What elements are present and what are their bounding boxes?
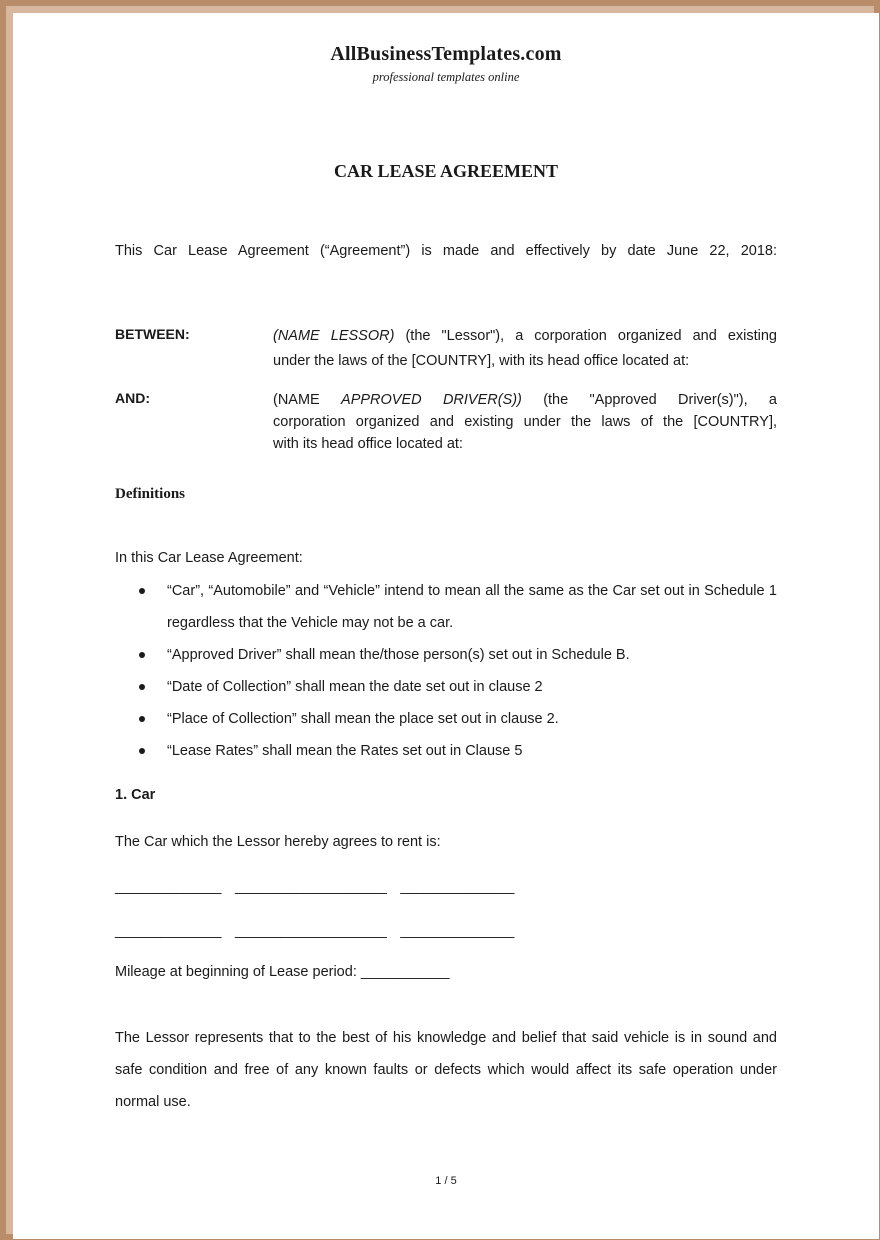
page-indicator: 1 / 5 [435,1175,457,1187]
lessor-name-placeholder: (NAME LESSOR) [273,328,395,344]
lessor-line-1-text: (the "Lessor"), a corporation organized and existing [405,328,777,344]
definitions-heading: Definitions [115,486,186,502]
lessor-line-2: under the laws of the [COUNTRY], with its head office located at: [273,353,690,369]
definition-text: “Place of Collection” shall mean the place set out in clause 2. [167,711,559,727]
between-label: BETWEEN: [115,326,190,342]
driver-line-2: corporation organized and existing under the laws of the [COUNTRY], [273,414,777,430]
bullet-icon [139,588,145,594]
definitions-list [115,575,777,767]
definition-text: “Lease Rates” shall mean the Rates set out in Clause 5 [167,743,523,759]
car-details-blank-line-1: ______________ ____________________ _______________ [115,879,514,895]
driver-line-1 [273,389,777,411]
lessor-representation-paragraph: The Lessor represents that to the best of his knowledge and belief that said vehicle is in sound and safe condition and free of any known faults or defects which would affect its safe operation under normal use. [115,1030,777,1110]
driver-name-prefix: (NAME [273,392,320,408]
driver-line-1-text: (the "Approved Driver(s)"), a [543,392,777,408]
bullet-icon [139,748,145,754]
list-item [115,735,777,767]
brand-tagline: professional templates online [372,70,520,84]
mileage-line: Mileage at beginning of Lease period: ___________ [115,964,450,980]
bullet-icon [139,716,145,722]
definition-text: “Date of Collection” shall mean the date set out in clause 2 [167,679,543,695]
definition-text: “Car”, “Automobile” and “Vehicle” intend to mean all the same as the Car set out in Schedule 1 regardless that the Vehicle may not be a car. [167,583,777,631]
definition-text: “Approved Driver” shall mean the/those person(s) set out in Schedule B. [167,647,630,663]
list-item [115,575,777,639]
section-1-heading: 1. Car [115,787,156,803]
driver-line-3: with its head office located at: [273,436,463,452]
document-title: CAR LEASE AGREEMENT [333,161,559,181]
list-item [115,671,777,703]
bullet-icon [139,684,145,690]
driver-party-block [273,389,777,455]
lessor-party-block [273,325,777,372]
car-details-blank-line-2: ______________ ____________________ _______________ [115,923,514,939]
section-1-intro: The Car which the Lessor hereby agrees to rent is: [115,834,441,850]
intro-paragraph: This Car Lease Agreement (“Agreement”) is made and effectively by date June 22, 2018: [115,243,777,259]
definitions-intro: In this Car Lease Agreement: [115,550,303,566]
document-page [13,13,879,1239]
and-label: AND: [115,390,150,406]
driver-name-placeholder: APPROVED DRIVER(S)) [341,392,522,408]
brand-name: AllBusinessTemplates.com [330,43,562,65]
lessor-line-1 [273,325,777,347]
list-item [115,703,777,735]
list-item [115,639,777,671]
bullet-icon [139,652,145,658]
